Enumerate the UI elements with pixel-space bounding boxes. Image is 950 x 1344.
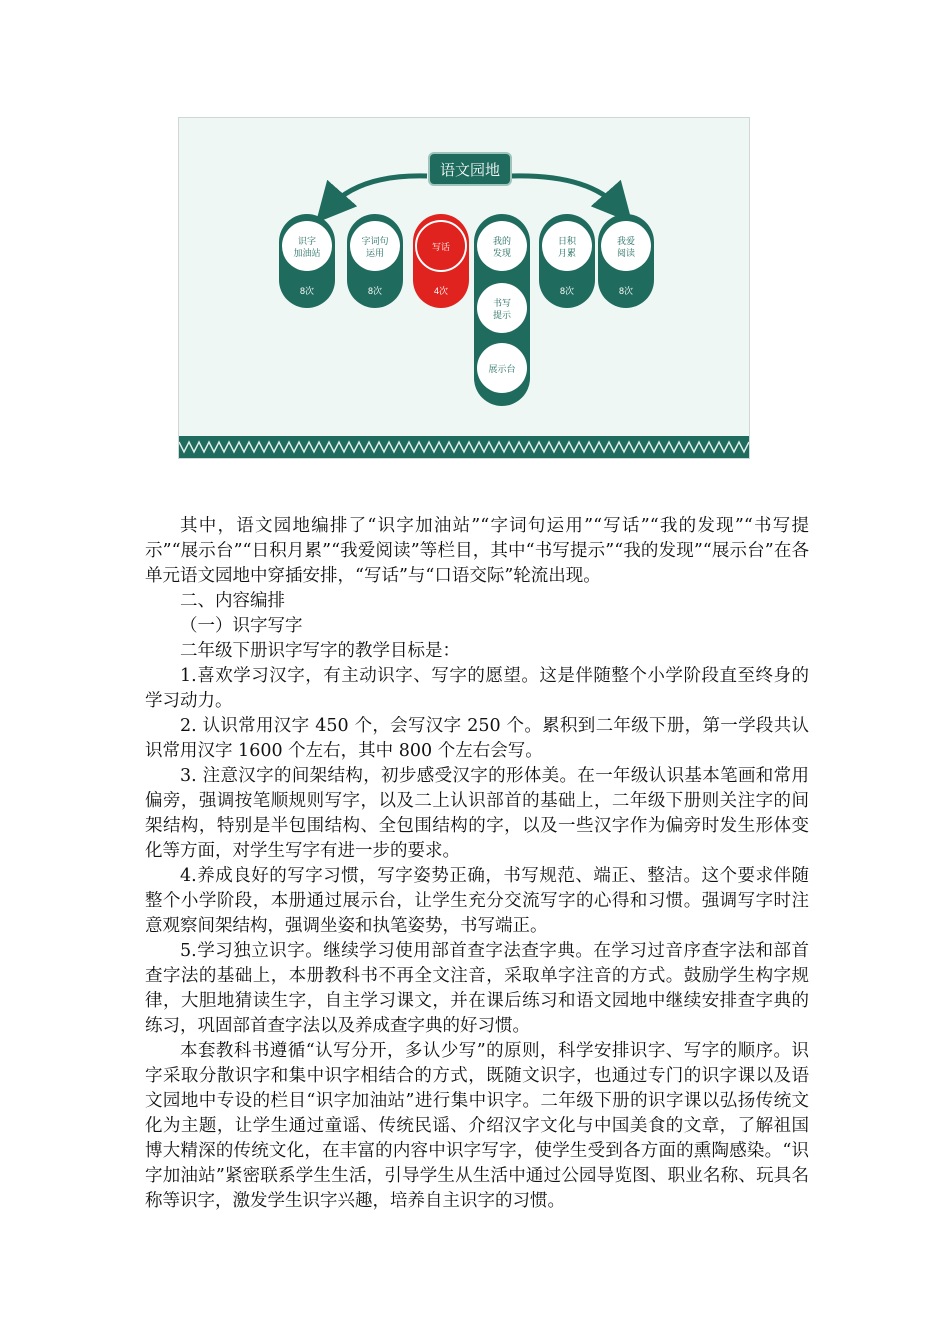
column-label: 日积月累	[557, 236, 577, 258]
extra-item-circle	[477, 283, 527, 333]
garden-diagram	[178, 117, 750, 459]
column-item	[539, 214, 595, 308]
diagram-canvas	[179, 118, 749, 458]
subsection-heading-1: （一）识字写字	[180, 616, 303, 636]
column-label: 我的发现	[492, 236, 512, 258]
goals-intro: 二年级下册识字写字的教学目标是：	[180, 641, 460, 661]
column-circle	[282, 221, 332, 271]
paragraph-literacy-approach: 本套教科书遵循“认写分开，多认少写”的原则，科学安排识字、写字的顺序。识字采取分散识字和集中识字相结合的方式，既随文识字，也通过专门的识字课以及语文园地中专设的栏目“识字加油站”进行集中识字。二年级下册的识字课以弘扬传统文化为主题，让学生通过童谣、传统民谣、介绍汉字文化与中国美食的文章，了解祖国博大精深的传统文化，在丰富的内容中识字写字，使学生受到各方面的熏陶感染。“识字加油站”紧密联系学生生活，引导学生从生活中通过公园导览图、职业名称、玩具名称等识字，激发学生识字兴趣，培养自主识字的习惯。	[145, 1041, 809, 1211]
title-text: 语文园地	[439, 162, 501, 179]
column-item	[474, 214, 530, 406]
column-item	[279, 214, 335, 308]
column-item	[413, 214, 469, 308]
column-label: 我爱阅读	[616, 236, 636, 258]
section-heading-2: 二、内容编排	[180, 591, 285, 611]
column-circle	[601, 221, 651, 271]
column-circle	[477, 221, 527, 271]
column-count: 8次	[618, 286, 634, 296]
column-item	[598, 214, 654, 308]
goal-2: 2. 认识常用汉字 450 个，会写汉字 250 个。累积到二年级下册，第一学段共认识常用汉字 1600 个左右，其中 800 个左右会写。	[145, 716, 809, 761]
column-circle	[350, 221, 400, 271]
column-label: 字词句运用	[361, 236, 389, 258]
goal-3: 3. 注意汉字的间架结构，初步感受汉字的形体美。在一年级认识基本笔画和常用偏旁，强调按笔顺规则写字，以及二上认识部首的基础上，二年级下册则关注字的间架结构，特别是半包围结构、全包围结构的字，以及一些汉字作为偏旁时发生形体变化等方面，对学生写字有进一步的要求。	[145, 766, 809, 861]
paragraph-columns-intro: 其中，语文园地编排了“识字加油站”“字词句运用”“写话”“我的发现”“书写提示”“展示台”“日积月累”“我爱阅读”等栏目，其中“书写提示”“我的发现”“展示台”在各单元语文园地中穿插安排，“写话”与“口语交际”轮流出现。	[145, 516, 809, 586]
column-item	[347, 214, 403, 308]
column-label: 识字加油站	[293, 236, 321, 258]
extra-item-label: 书写提示	[492, 298, 512, 320]
goal-4: 4.养成良好的写字习惯，写字姿势正确，书写规范、端正、整洁。这个要求伴随整个小学阶段，本册通过展示台，让学生充分交流写字的心得和习惯。强调写字时注意观察间架结构，强调坐姿和执笔姿势，书写端正。	[145, 866, 809, 936]
goal-1: 1.喜欢学习汉字，有主动识字、写字的愿望。这是伴随整个小学阶段直至终身的学习动力。	[145, 666, 809, 711]
goal-5: 5.学习独立识字。继续学习使用部首查字法查字典。在学习过音序查字法和部首查字法的基础上，本册教科书不再全文注音，采取单字注音的方式。鼓励学生构字规律，大胆地猜读生字，自主学习课文，并在课后练习和语文园地中继续安排查字典的练习，巩固部首查字法以及养成查字典的好习惯。	[145, 941, 809, 1036]
left-arrow-icon	[329, 176, 427, 208]
bottom-border	[179, 436, 749, 458]
column-count: 4次	[433, 286, 449, 296]
right-arrow-icon	[511, 176, 619, 208]
column-count: 8次	[367, 286, 383, 296]
extra-item-label: 展示台	[488, 364, 516, 374]
column-label: 写话	[431, 242, 451, 252]
column-count: 8次	[299, 286, 315, 296]
column-count: 8次	[559, 286, 575, 296]
column-circle	[542, 221, 592, 271]
